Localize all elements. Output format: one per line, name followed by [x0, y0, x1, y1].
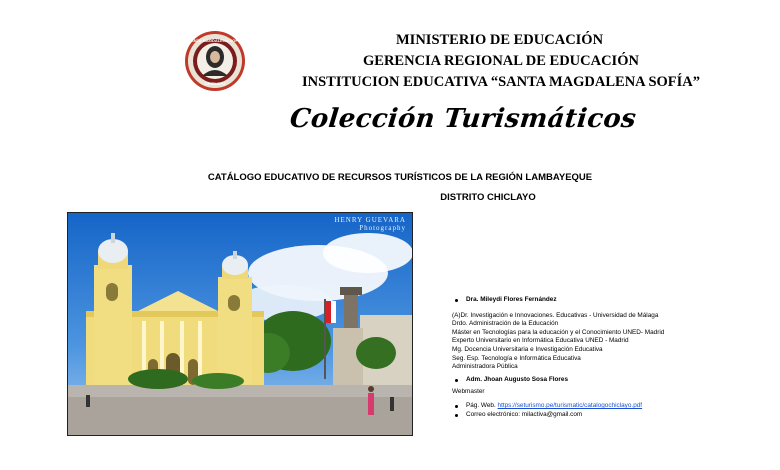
- author-name: Dra. Mileydi Flores Fernández: [452, 296, 772, 305]
- credential-item: (A)Dr. Investigación e Innovaciones. Educativas - Universidad de Málaga: [452, 311, 659, 319]
- regional-line: GERENCIA REGIONAL DE EDUCACIÓN: [363, 53, 639, 69]
- credential-item: Mg. Docencia Universitaria e Investigación Educativa: [452, 345, 603, 353]
- collection-title: Colección Turismáticos: [288, 104, 638, 134]
- logo-text-top: SANTA MAGDALENA SOFIA: [188, 38, 242, 43]
- watermark-name: HENRY GUEVARA: [334, 216, 406, 224]
- credential-item: Máster en Tecnologías para la educación y el Conocimiento UNED- Madrid: [452, 328, 665, 336]
- credential-item: Experto Universitario en Informática Educativa UNED - Madrid: [452, 337, 629, 345]
- ministry-line: MINISTERIO DE EDUCACIÓN: [396, 32, 604, 48]
- credits-block: [452, 296, 772, 419]
- webmaster-name: Adm. Jhoan Augusto Sosa Flores: [452, 376, 772, 385]
- web-page-item: [452, 402, 772, 411]
- credential-item: Seg. Esp. Tecnología e Informática Educativa: [452, 354, 581, 362]
- credential-item: Drdo. Administración de la Educación: [452, 320, 559, 328]
- email-address: milactiva@gmail.com: [521, 410, 583, 418]
- web-label: Pág. Web.: [466, 401, 496, 409]
- district-title: DISTRITO CHICLAYO: [440, 192, 536, 203]
- cathedral-photo: [67, 212, 413, 436]
- watermark-subtitle: Photography: [359, 224, 406, 232]
- document-header: [290, 30, 710, 93]
- catalog-title: CATÁLOGO EDUCATIVO DE RECURSOS TURÍSTICOS DE LA REGIÓN LAMBAYEQUE: [207, 172, 593, 183]
- logo-text-bottom: CHICLAYO: [204, 81, 226, 86]
- photo-watermark: [334, 216, 406, 232]
- webmaster-role: Webmaster: [452, 388, 485, 396]
- email-label: Correo electrónico:: [466, 410, 520, 418]
- credential-item: Administradora Pública: [452, 363, 518, 371]
- email-item: [452, 411, 772, 420]
- institution-line: INSTITUCION EDUCATIVA “SANTA MAGDALENA SOFÍA”: [302, 74, 701, 90]
- catalog-link[interactable]: https://seturismo.pe/turismatic/catalogochiclayo.pdf: [497, 401, 643, 409]
- school-logo: [184, 30, 246, 92]
